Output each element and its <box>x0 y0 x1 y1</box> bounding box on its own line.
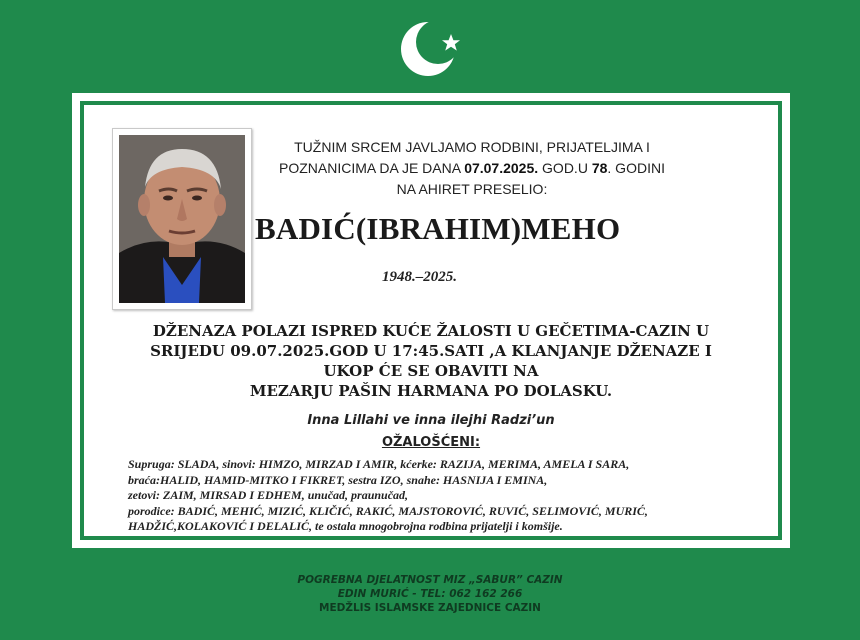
portrait-image <box>119 135 245 303</box>
mourners-line: zetovi: ZAIM, MIRSAD I EDHEM, unučad, praunučad, <box>128 488 409 503</box>
mourners-list <box>128 457 768 535</box>
funeral-line: MEZARJU PAŠIN HARMANA PO DOLASKU. <box>249 382 613 400</box>
portrait-photo <box>112 128 252 310</box>
intro-line-2: POZNANICIMA DA JE DANA 07.07.2025. GOD.U 78. GODINI <box>279 160 665 176</box>
funeral-line: UKOP ĆE SE OBAVITI NA <box>323 362 539 380</box>
funeral-line: SRIJEDU 09.07.2025.GOD U 17:45.SATI ,A KLANJANJE DŽENAZE I <box>150 342 712 360</box>
footer-line-3: MEDŽLIS ISLAMSKE ZAJEDNICE CAZIN <box>319 602 541 614</box>
funeral-service-footer <box>0 573 860 615</box>
mourners-title: OŽALOŠĆENI: <box>381 435 481 450</box>
prayer-text: Inna Lillahi ve inna ilejhi Radzi’un <box>307 413 555 428</box>
funeral-details <box>92 321 770 401</box>
deceased-name: BADIĆ(IBRAHIM)MEHO <box>255 211 621 246</box>
mourners-line: Supruga: SLADA, sinovi: HIMZO, MIRZAD I AMIR, kćerke: RAZIJA, MERIMA, AMELA I SARA, <box>128 457 630 471</box>
announcement-intro <box>252 137 692 200</box>
mourners-line: braća:HALID, HAMID-MITKO I FIKRET, sestra IZO, snahe: HASNIJA I EMINA, <box>128 472 548 487</box>
footer-line-1: POGREBNA DJELATNOST MIZ „SABUR” CAZIN <box>297 574 563 586</box>
funeral-line: DŽENAZA POLAZI ISPRED KUĆE ŽALOSTI U GEČETIMA-CAZIN U <box>152 322 710 340</box>
obituary-card <box>72 93 790 548</box>
life-years: 1948.–2025. <box>382 269 457 285</box>
mourners-line: HADŽIĆ,KOLAKOVIĆ I DELALIĆ, te ostala mnogobrojna rodbina prijatelji i komšije. <box>128 519 563 534</box>
intro-line-3: NA AHIRET PRESELIO: <box>396 181 548 197</box>
crescent-and-star-icon <box>400 16 466 82</box>
footer-line-2: EDIN MURIĆ - TEL: 062 162 266 <box>337 588 523 600</box>
age: 78 <box>591 160 608 176</box>
intro-line-1: TUŽNIM SRCEM JAVLJAMO RODBINI, PRIJATELJIMA I <box>294 139 650 155</box>
mourners-line: porodice: BADIĆ, MEHIĆ, MIZIĆ, KLIČIĆ, RAKIĆ, MAJSTOROVIĆ, RUVIĆ, SELIMOVIĆ, MURIĆ, <box>128 503 648 518</box>
date-of-death: 07.07.2025. <box>464 160 539 176</box>
